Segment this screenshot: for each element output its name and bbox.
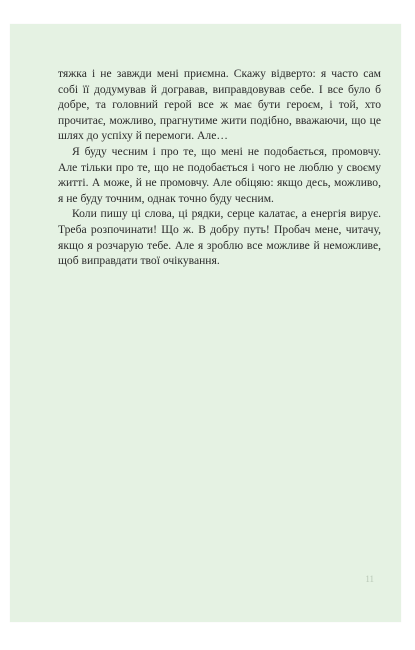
body-text (58, 66, 381, 269)
paragraph-2: Я буду чесним і про те, що мені не подобається, промовчу. Але тільки про те, що не подобається і чого не люблю у своєму житті. А може, й не промовчу. Але обіцяю: якщо десь, можливо, я не буду точним, однак точно буду чесним. (58, 144, 381, 205)
paragraph-3: Коли пишу ці слова, ці рядки, серце калатає, а енергія вирує. Треба розпочинати! Що ж. В добру путь! Пробач мене, читачу, якщо я розчарую тебе. Але я зроблю все можливе й неможливе, щоб виправдати твої очікування. (58, 207, 381, 268)
paragraph-1: тяжка і не завжди мені приємна. Скажу відверто: я часто сам собі її додумував й догравав, виправдовував себе. І все було б добре, та головний герой все ж має бути героєм, і той, хто прочитає, можливо, прагнутиме жити подібно, вважаючи, що це шлях до успіху й перемоги. Але… (58, 67, 381, 143)
page-number: 11 (365, 574, 374, 584)
book-page (10, 24, 401, 622)
